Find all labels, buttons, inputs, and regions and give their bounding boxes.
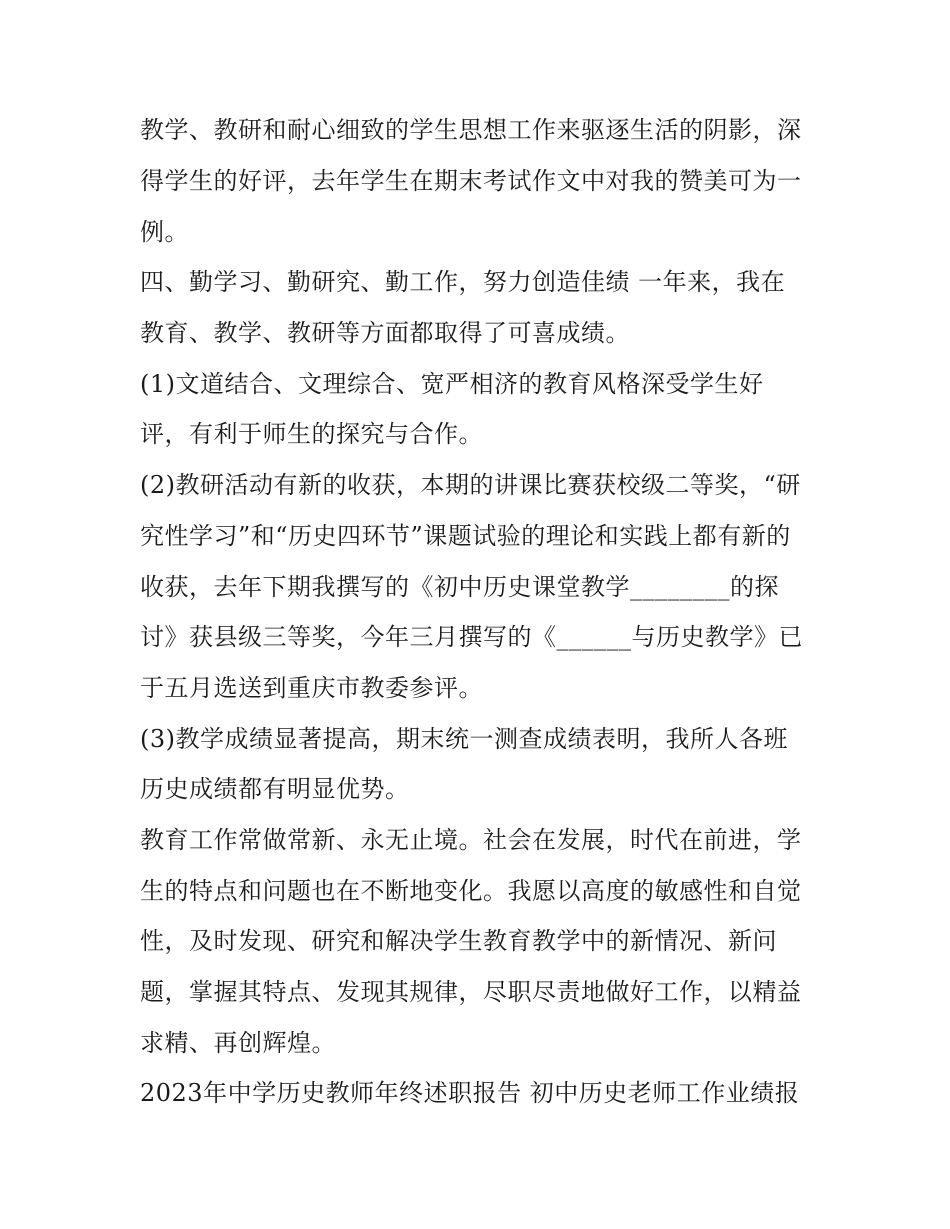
text-line: 于五月选送到重庆市教委参评。	[140, 674, 483, 702]
text-line: 例。	[140, 218, 189, 246]
text-line: 教学、教研和耐心细致的学生思想工作来驱逐生活的阴影，深	[140, 116, 802, 144]
text-line: 讨》获县级三等奖，今年三月撰写的《______与历史教学》已	[140, 623, 803, 651]
text-line: 收获，去年下期我撰写的《初中历史课堂教学________的探	[140, 573, 779, 601]
text-line: 历史成绩都有明显优势。	[140, 775, 410, 803]
text-line: 究性学习”和“历史四环节”课题试验的理论和实践上都有新的	[140, 522, 791, 550]
text-line: (3)教学成绩显著提高，期末统一测查成绩表明，我所人各班	[140, 725, 788, 753]
text-line: 评，有利于师生的探究与合作。	[140, 420, 483, 448]
text-line: 得学生的好评，去年学生在期末考试作文中对我的赞美可为一	[140, 167, 802, 195]
text-line: 教育、教学、教研等方面都取得了可喜成绩。	[140, 319, 630, 347]
text-line: 生的特点和问题也在不断地变化。我愿以高度的敏感性和自觉	[140, 877, 802, 905]
text-line: 教育工作常做常新、永无止境。社会在发展，时代在前进，学	[140, 826, 802, 854]
text-line: (2)教研活动有新的收获，本期的讲课比赛获校级二等奖，“研	[140, 471, 801, 499]
text-line: 四、勤学习、勤研究、勤工作，努力创造佳绩 一年来，我在	[140, 268, 786, 296]
text-line: 题，掌握其特点、发现其规律，尽职尽责地做好工作，以精益	[140, 978, 802, 1006]
text-line: 性，及时发现、研究和解决学生教育教学中的新情况、新问	[140, 927, 777, 955]
text-line: 求精、再创辉煌。	[140, 1029, 336, 1057]
text-line: 2023年中学历史教师年终述职报告 初中历史老师工作业绩报	[140, 1079, 800, 1107]
text-line: (1)文道结合、文理综合、宽严相济的教育风格深受学生好	[140, 370, 764, 398]
